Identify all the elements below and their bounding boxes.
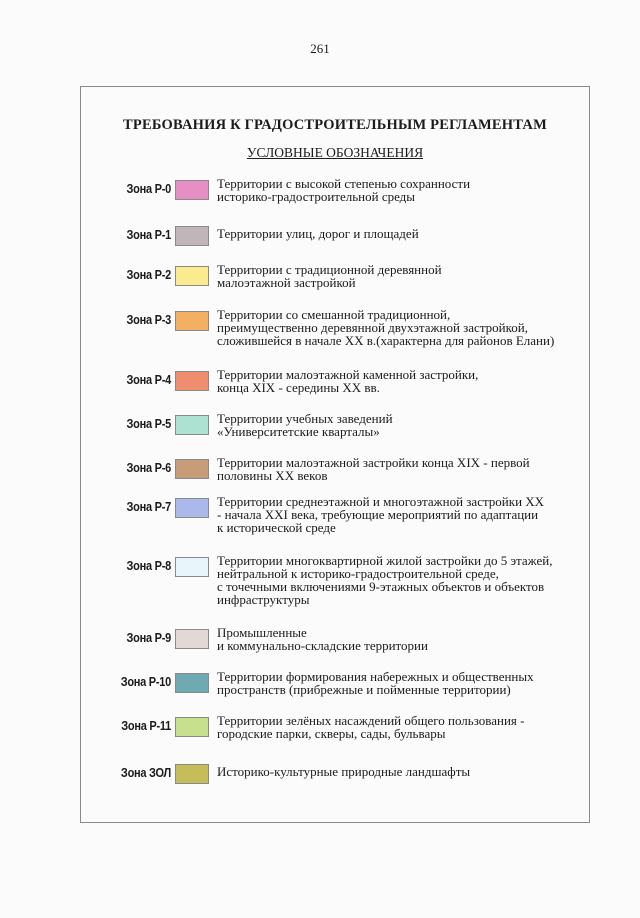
zone-color-swatch bbox=[175, 311, 209, 331]
zone-description-line: «Университетские кварталы» bbox=[217, 424, 380, 439]
zone-description bbox=[217, 456, 587, 482]
zone-label: Зона Р-1 bbox=[126, 228, 171, 242]
zone-description-line: к исторической среде bbox=[217, 520, 336, 535]
zone-label: Зона Р-8 bbox=[126, 559, 171, 573]
zone-description-line: Территории малоэтажной застройки конца XIX - первой bbox=[217, 455, 530, 470]
zone-description bbox=[217, 177, 587, 203]
zone-color-swatch bbox=[175, 180, 209, 200]
zone-color-swatch bbox=[175, 557, 209, 577]
zone-description-line: Промышленные bbox=[217, 625, 307, 640]
zone-description-line: Историко-культурные природные ландшафты bbox=[217, 764, 471, 779]
zone-description bbox=[217, 368, 587, 394]
zone-description-line: Территории улиц, дорог и площадей bbox=[217, 226, 419, 241]
zone-description bbox=[217, 626, 587, 652]
zone-description-line: половины XX веков bbox=[217, 468, 328, 483]
zone-description-line: преимущественно деревянной двухэтажной застройкой, bbox=[217, 320, 528, 335]
zone-label: Зона Р-6 bbox=[126, 461, 171, 475]
zone-description-line: Территории зелёных насаждений общего пользования - bbox=[217, 713, 525, 728]
zone-description bbox=[217, 495, 587, 534]
zone-label: Зона Р-2 bbox=[126, 268, 171, 282]
zone-description bbox=[217, 714, 587, 740]
zone-description-line: историко-градостроительной среды bbox=[217, 189, 416, 204]
zone-description-line: конца XIX - середины XX вв. bbox=[217, 380, 380, 395]
zone-color-swatch bbox=[175, 673, 209, 693]
zone-description-line: Территории учебных заведений bbox=[217, 411, 393, 426]
zone-color-swatch bbox=[175, 764, 209, 784]
legend-frame bbox=[80, 86, 590, 823]
zone-label: Зона Р-10 bbox=[120, 675, 171, 689]
zone-label: Зона Р-0 bbox=[126, 182, 171, 196]
zone-color-swatch bbox=[175, 498, 209, 518]
zone-description-line: инфраструктуры bbox=[217, 592, 310, 607]
zone-description-line: Территории со смешанной традиционной, bbox=[217, 307, 451, 322]
zone-description-line: Территории среднеэтажной и многоэтажной застройки XX bbox=[217, 494, 545, 509]
zone-description-line: Территории многоквартирной жилой застройки до 5 этажей, bbox=[217, 553, 553, 568]
zone-label: Зона Р-9 bbox=[126, 631, 171, 645]
zone-color-swatch bbox=[175, 266, 209, 286]
zone-color-swatch bbox=[175, 226, 209, 246]
zone-color-swatch bbox=[175, 717, 209, 737]
zone-description bbox=[217, 412, 587, 438]
zone-label: Зона Р-7 bbox=[126, 500, 171, 514]
zone-color-swatch bbox=[175, 415, 209, 435]
zone-color-swatch bbox=[175, 371, 209, 391]
zone-description-line: с точечными включениями 9-этажных объектов и объектов bbox=[217, 579, 545, 594]
zone-description-line: Территории с высокой степенью сохранности bbox=[217, 176, 471, 191]
zone-description-line: Территории с традиционной деревянной bbox=[217, 262, 442, 277]
zone-label: Зона Р-4 bbox=[126, 373, 171, 387]
zone-label: Зона ЗОЛ bbox=[120, 766, 171, 780]
zone-description-line: и коммунально-складские территории bbox=[217, 638, 428, 653]
zone-description-line: Территории формирования набережных и общественных bbox=[217, 669, 534, 684]
zone-description-line: малоэтажной застройкой bbox=[217, 275, 356, 290]
zone-description bbox=[217, 263, 587, 289]
zone-description-line: городские парки, скверы, сады, бульвары bbox=[217, 726, 446, 741]
zone-label: Зона Р-5 bbox=[126, 417, 171, 431]
page-number: 261 bbox=[310, 41, 330, 56]
zone-description-line: пространств (прибрежные и пойменные территории) bbox=[217, 682, 511, 697]
legend-subtitle: УСЛОВНЫЕ ОБОЗНАЧЕНИЯ bbox=[246, 145, 424, 160]
zone-description-line: сложившейся в начале XX в.(характерна для районов Елани) bbox=[217, 333, 555, 348]
zone-label: Зона Р-11 bbox=[121, 719, 171, 733]
zone-description-line: - начала XXI века, требующие мероприятий по адаптации bbox=[217, 507, 539, 522]
zone-color-swatch bbox=[175, 459, 209, 479]
document-title: ТРЕБОВАНИЯ К ГРАДОСТРОИТЕЛЬНЫМ РЕГЛАМЕНТАМ bbox=[123, 117, 547, 133]
zone-description bbox=[217, 227, 587, 240]
zone-description-line: нейтральной к историко-градостроительной среде, bbox=[217, 566, 499, 581]
zone-description bbox=[217, 308, 587, 347]
zone-description bbox=[217, 554, 587, 606]
zone-description bbox=[217, 670, 587, 696]
zone-description bbox=[217, 765, 587, 778]
zone-color-swatch bbox=[175, 629, 209, 649]
zone-label: Зона Р-3 bbox=[126, 313, 171, 327]
zone-description-line: Территории малоэтажной каменной застройки, bbox=[217, 367, 479, 382]
